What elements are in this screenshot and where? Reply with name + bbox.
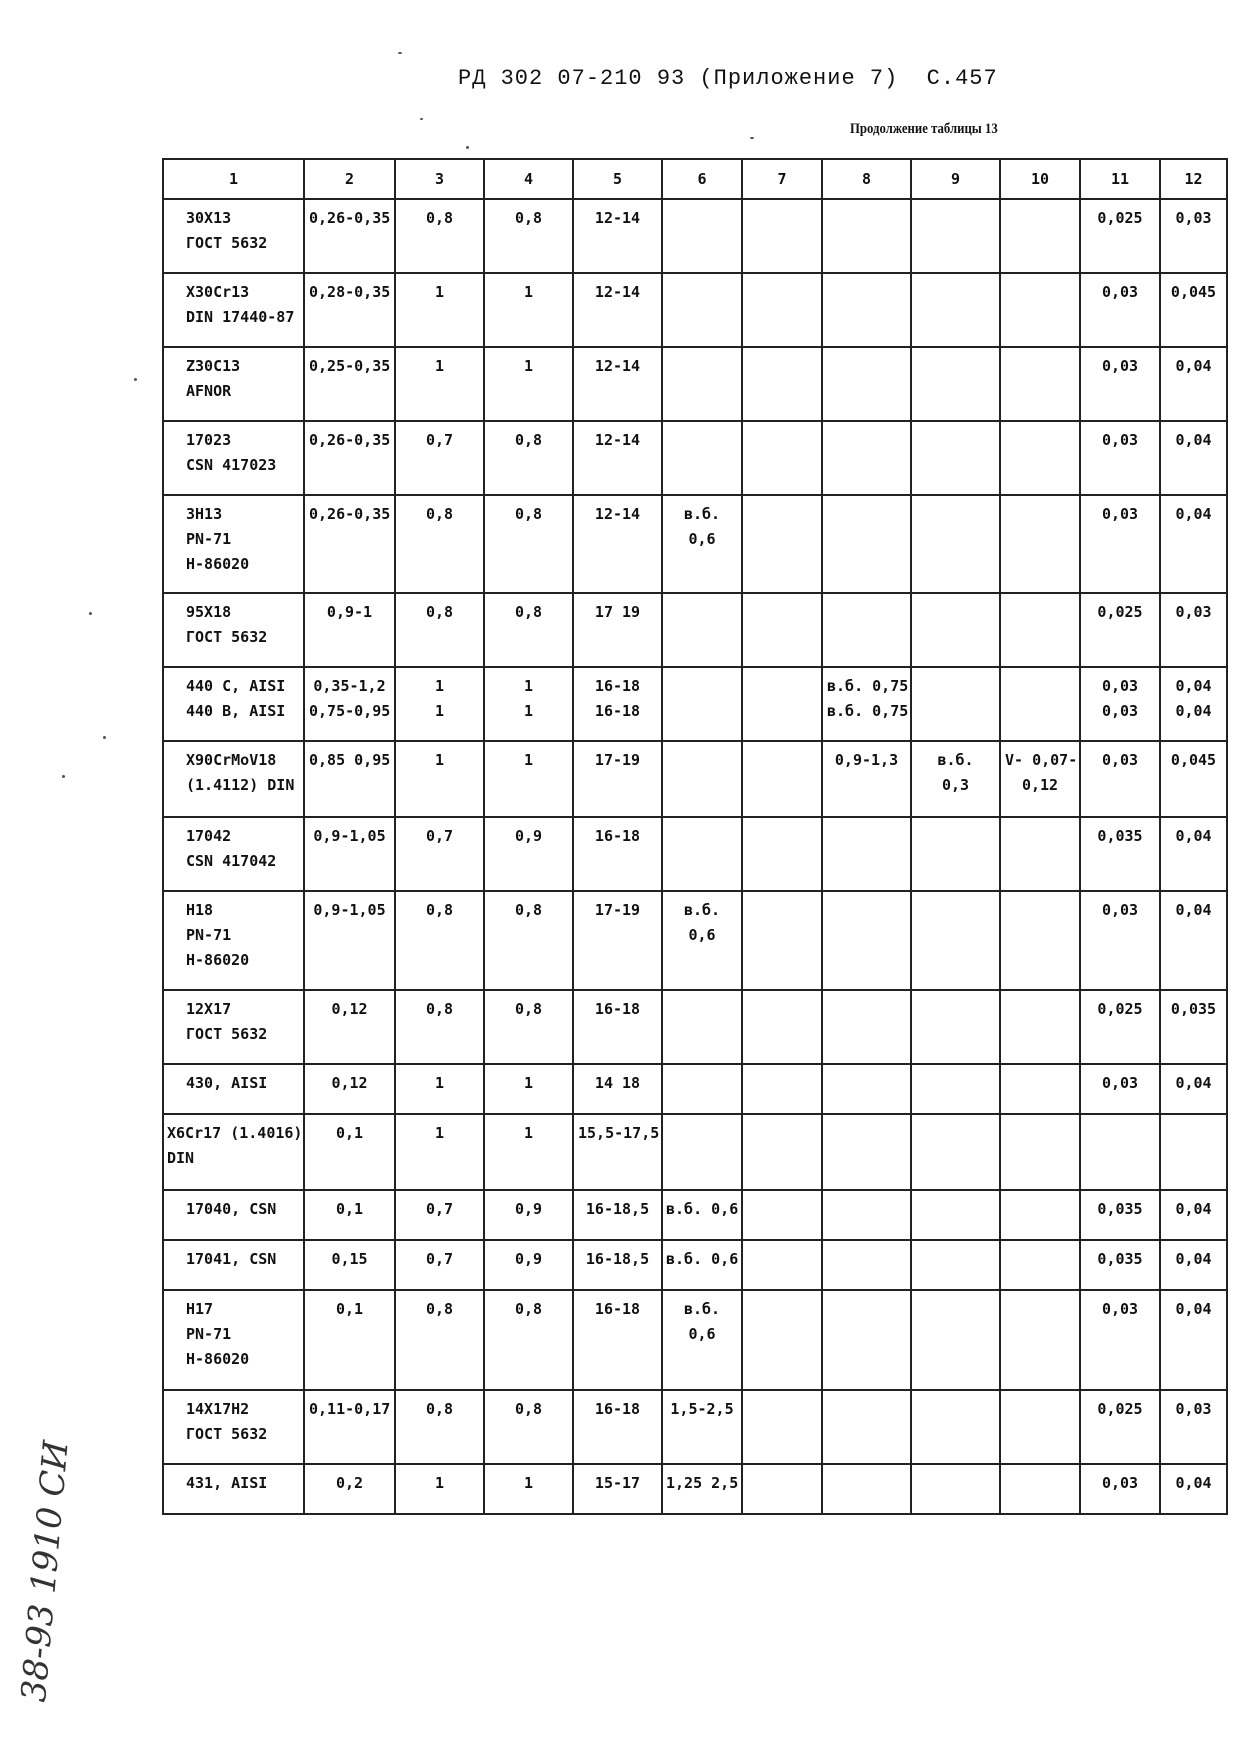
steel-grade-cell: H18 PN-71 H-86020	[163, 891, 304, 990]
table-cell: 16-18	[573, 817, 662, 891]
table-header-row	[163, 159, 1227, 199]
table-row	[163, 990, 1227, 1064]
table-cell: 1 1	[395, 667, 484, 741]
table-cell	[662, 347, 742, 421]
table-row	[163, 347, 1227, 421]
table-cell	[742, 495, 822, 593]
column-header: 6	[662, 159, 742, 199]
table-cell: 0,03	[1160, 593, 1227, 667]
table-cell: 1	[395, 347, 484, 421]
table-cell	[1000, 347, 1080, 421]
table-cell: 1	[484, 1064, 573, 1114]
table-cell: 0,03	[1080, 1290, 1160, 1390]
table-row	[163, 1390, 1227, 1464]
table-cell: 0,7	[395, 421, 484, 495]
table-cell: 0,04	[1160, 347, 1227, 421]
table-cell: 0,8	[395, 990, 484, 1064]
table-cell	[742, 667, 822, 741]
table-cell: 0,04	[1160, 891, 1227, 990]
table-cell	[822, 1190, 911, 1240]
table-cell: 0,12	[304, 990, 395, 1064]
table-cell	[911, 1064, 1000, 1114]
table-cell: 0,26-0,35	[304, 199, 395, 273]
steel-grade-cell: 17041, CSN	[163, 1240, 304, 1290]
table-cell	[742, 1064, 822, 1114]
table-cell	[1000, 199, 1080, 273]
table-cell: 0,04 0,04	[1160, 667, 1227, 741]
table-cell: 0,7	[395, 1240, 484, 1290]
table-cell	[822, 817, 911, 891]
table-cell	[911, 495, 1000, 593]
table-cell: 1	[395, 1464, 484, 1514]
table-cell	[911, 1240, 1000, 1290]
table-row	[163, 1064, 1227, 1114]
steel-grade-cell: X6Cr17 (1.4016) DIN	[163, 1114, 304, 1190]
table-cell	[1000, 1464, 1080, 1514]
table-cell: 0,8	[484, 421, 573, 495]
steel-grade-cell: 431, AISI	[163, 1464, 304, 1514]
table-cell: 0,045	[1160, 273, 1227, 347]
table-cell: 17-19	[573, 891, 662, 990]
table-row	[163, 1190, 1227, 1240]
table-cell: в.б. 0,75 в.б. 0,75	[822, 667, 911, 741]
table-cell: 1,25 2,5	[662, 1464, 742, 1514]
table-cell	[822, 199, 911, 273]
table-cell: 1	[395, 273, 484, 347]
table-cell	[911, 273, 1000, 347]
table-cell: 0,035	[1160, 990, 1227, 1064]
table-cell: 15,5-17,5	[573, 1114, 662, 1190]
table-cell: 0,35-1,2 0,75-0,95	[304, 667, 395, 741]
table-cell: 0,8	[484, 495, 573, 593]
table-cell: 0,1	[304, 1190, 395, 1240]
table-cell: 0,025	[1080, 199, 1160, 273]
table-continuation-label: Продолжение таблицы 13	[850, 121, 998, 137]
column-header: 9	[911, 159, 1000, 199]
table-cell	[662, 421, 742, 495]
table-cell: 17-19	[573, 741, 662, 817]
table-row	[163, 817, 1227, 891]
table-cell: 12-14	[573, 199, 662, 273]
table-cell: 12-14	[573, 273, 662, 347]
table-cell	[662, 741, 742, 817]
table-cell	[742, 1290, 822, 1390]
table-cell	[1000, 1064, 1080, 1114]
table-cell: 12-14	[573, 347, 662, 421]
table-cell	[911, 1390, 1000, 1464]
table-cell	[822, 1390, 911, 1464]
table-cell	[662, 199, 742, 273]
table-cell	[822, 421, 911, 495]
table-cell: 0,045	[1160, 741, 1227, 817]
table-cell: 0,04	[1160, 1064, 1227, 1114]
table-cell	[911, 891, 1000, 990]
table-cell	[822, 593, 911, 667]
table-cell: 0,26-0,35	[304, 421, 395, 495]
table-cell	[742, 1240, 822, 1290]
table-cell	[1000, 273, 1080, 347]
table-cell: 1	[395, 1064, 484, 1114]
column-header: 1	[163, 159, 304, 199]
steel-grade-cell: H17 PN-71 H-86020	[163, 1290, 304, 1390]
table-cell: 0,8	[395, 199, 484, 273]
table-cell	[822, 1240, 911, 1290]
table-cell: 0,2	[304, 1464, 395, 1514]
column-header: 3	[395, 159, 484, 199]
table-cell: 0,8	[484, 1290, 573, 1390]
table-cell: 14 18	[573, 1064, 662, 1114]
table-cell	[662, 990, 742, 1064]
page-header: РД 302 07-210 93 (Приложение 7) С.457	[458, 66, 998, 91]
table-cell: 0,9-1,05	[304, 817, 395, 891]
table-cell: 0,11-0,17	[304, 1390, 395, 1464]
handwritten-margin-note: 38-93 1910 СИ	[14, 1439, 77, 1704]
steel-grade-cell: Z30C13 AFNOR	[163, 347, 304, 421]
table-cell: 1	[395, 741, 484, 817]
steel-grade-cell: 440 C, AISI 440 B, AISI	[163, 667, 304, 741]
table-cell	[911, 667, 1000, 741]
table-cell: 0,26-0,35	[304, 495, 395, 593]
table-cell: 0,025	[1080, 593, 1160, 667]
table-cell: 0,8	[395, 891, 484, 990]
table-cell	[1000, 1240, 1080, 1290]
column-header: 5	[573, 159, 662, 199]
table-cell	[911, 1464, 1000, 1514]
table-cell: 1,5-2,5	[662, 1390, 742, 1464]
table-cell: 0,25-0,35	[304, 347, 395, 421]
scan-speck	[466, 146, 469, 149]
table-cell: 1	[484, 347, 573, 421]
table-row	[163, 1464, 1227, 1514]
table-cell: 0,04	[1160, 1464, 1227, 1514]
table-row	[163, 1290, 1227, 1390]
table-cell	[1000, 593, 1080, 667]
table-body	[163, 199, 1227, 1514]
table-cell: 0,8	[395, 1290, 484, 1390]
steel-grade-cell: X90CrMoV18 (1.4112) DIN	[163, 741, 304, 817]
column-header: 4	[484, 159, 573, 199]
table-row	[163, 741, 1227, 817]
scan-speck	[750, 137, 754, 139]
table-cell	[1000, 990, 1080, 1064]
table-cell	[822, 1114, 911, 1190]
table-cell: 1	[395, 1114, 484, 1190]
steel-grade-cell: 30Х13 ГОСТ 5632	[163, 199, 304, 273]
table-cell: 0,7	[395, 817, 484, 891]
table-cell: 0,04	[1160, 495, 1227, 593]
table-cell: 0,04	[1160, 1240, 1227, 1290]
table-cell	[1000, 495, 1080, 593]
table-cell	[742, 817, 822, 891]
table-row	[163, 421, 1227, 495]
table-cell	[742, 421, 822, 495]
table-cell: 0,8	[484, 199, 573, 273]
table-cell: 0,12	[304, 1064, 395, 1114]
table-cell	[1000, 1390, 1080, 1464]
table-cell: 0,03	[1080, 1464, 1160, 1514]
table-cell: в.б. 0,6	[662, 1290, 742, 1390]
column-header: 7	[742, 159, 822, 199]
table-cell: 0,9	[484, 1240, 573, 1290]
table-cell	[1080, 1114, 1160, 1190]
column-header: 12	[1160, 159, 1227, 199]
table-cell	[1000, 817, 1080, 891]
table-cell	[822, 347, 911, 421]
steel-grade-cell: 95Х18 ГОСТ 5632	[163, 593, 304, 667]
table-cell: 0,03	[1160, 1390, 1227, 1464]
table-cell: 1	[484, 1114, 573, 1190]
table-cell: 0,1	[304, 1114, 395, 1190]
table-cell: 16-18,5	[573, 1240, 662, 1290]
table-cell: 0,9	[484, 1190, 573, 1240]
table-cell	[662, 1064, 742, 1114]
table-cell: 16-18	[573, 1290, 662, 1390]
table-row	[163, 891, 1227, 990]
table-cell	[911, 199, 1000, 273]
table-cell: 0,04	[1160, 1290, 1227, 1390]
table-cell	[911, 421, 1000, 495]
table-row	[163, 273, 1227, 347]
table-cell	[911, 990, 1000, 1064]
table-cell: 0,03 0,03	[1080, 667, 1160, 741]
table-cell	[742, 1190, 822, 1240]
table-cell	[822, 1464, 911, 1514]
table-cell: 0,03	[1080, 347, 1160, 421]
table-cell: 0,15	[304, 1240, 395, 1290]
table-cell	[742, 1390, 822, 1464]
scan-speck	[420, 118, 423, 120]
steel-grade-cell: 17042 CSN 417042	[163, 817, 304, 891]
table-cell	[822, 891, 911, 990]
column-header: 2	[304, 159, 395, 199]
table-cell	[662, 1114, 742, 1190]
table-cell	[822, 273, 911, 347]
table-cell	[662, 817, 742, 891]
column-header: 11	[1080, 159, 1160, 199]
table-cell: 0,28-0,35	[304, 273, 395, 347]
table-cell: 1	[484, 741, 573, 817]
table-cell: 0,9	[484, 817, 573, 891]
steel-grade-cell: X30Cr13 DIN 17440-87	[163, 273, 304, 347]
table-cell	[662, 593, 742, 667]
table-cell: 0,03	[1080, 1064, 1160, 1114]
table-cell: 1 1	[484, 667, 573, 741]
table-cell: 0,85 0,95	[304, 741, 395, 817]
table-cell: 0,9-1	[304, 593, 395, 667]
table-row	[163, 1114, 1227, 1190]
steel-grade-cell: 17023 CSN 417023	[163, 421, 304, 495]
table-cell: в.б. 0,6	[662, 1190, 742, 1240]
scan-speck	[103, 736, 106, 739]
table-cell: 0,8	[484, 891, 573, 990]
table-cell: 0,035	[1080, 817, 1160, 891]
table-cell: 0,8	[484, 1390, 573, 1464]
table-cell: 0,04	[1160, 817, 1227, 891]
table-cell: V- 0,07- 0,12	[1000, 741, 1080, 817]
table-cell: в.б. 0,3	[911, 741, 1000, 817]
table-cell: в.б. 0,6	[662, 891, 742, 990]
table-cell	[1000, 421, 1080, 495]
table-cell	[822, 1064, 911, 1114]
table-cell	[742, 273, 822, 347]
table-row	[163, 199, 1227, 273]
table-cell	[1000, 667, 1080, 741]
table-cell	[742, 741, 822, 817]
table-cell: 0,8	[484, 593, 573, 667]
table-cell: 0,04	[1160, 421, 1227, 495]
table-cell: 0,025	[1080, 990, 1160, 1064]
table-cell	[742, 593, 822, 667]
table-cell: 12-14	[573, 421, 662, 495]
table-row	[163, 667, 1227, 741]
scan-speck	[134, 378, 137, 381]
table-cell: 0,9-1,05	[304, 891, 395, 990]
table-cell	[822, 990, 911, 1064]
steel-grade-cell: 17040, CSN	[163, 1190, 304, 1240]
table-cell	[1000, 1290, 1080, 1390]
table-cell: 0,9-1,3	[822, 741, 911, 817]
table-cell: 16-18 16-18	[573, 667, 662, 741]
scan-speck	[398, 52, 402, 54]
table-cell: 0,03	[1080, 891, 1160, 990]
table-cell: 0,035	[1080, 1240, 1160, 1290]
table-cell: 0,8	[395, 1390, 484, 1464]
table-cell: 0,025	[1080, 1390, 1160, 1464]
table-cell	[662, 273, 742, 347]
steel-grade-cell: 3H13 PN-71 H-86020	[163, 495, 304, 593]
table-cell	[1000, 891, 1080, 990]
table-cell: 0,8	[395, 593, 484, 667]
column-header: 10	[1000, 159, 1080, 199]
table-cell: 0,8	[484, 990, 573, 1064]
table-cell: 0,03	[1080, 495, 1160, 593]
table-cell: 15-17	[573, 1464, 662, 1514]
table-row	[163, 593, 1227, 667]
table-cell	[911, 1190, 1000, 1240]
table-cell: 0,03	[1080, 421, 1160, 495]
table-cell: 16-18	[573, 990, 662, 1064]
table-cell: 1	[484, 1464, 573, 1514]
table-cell	[742, 199, 822, 273]
table-cell: 0,03	[1080, 273, 1160, 347]
table-cell	[742, 1114, 822, 1190]
table-row	[163, 1240, 1227, 1290]
table-cell: в.б. 0,6	[662, 1240, 742, 1290]
table-cell: 0,1	[304, 1290, 395, 1390]
table-row	[163, 495, 1227, 593]
table-cell	[662, 667, 742, 741]
table-cell	[742, 1464, 822, 1514]
steel-grade-cell: 14Х17Н2 ГОСТ 5632	[163, 1390, 304, 1464]
table-cell: 0,035	[1080, 1190, 1160, 1240]
table-cell	[1000, 1114, 1080, 1190]
table-cell: 0,7	[395, 1190, 484, 1240]
table-cell	[1160, 1114, 1227, 1190]
table-cell: 17 19	[573, 593, 662, 667]
steel-composition-table	[162, 158, 1228, 1515]
table-cell: 0,04	[1160, 1190, 1227, 1240]
table-cell	[742, 347, 822, 421]
table-cell	[822, 1290, 911, 1390]
steel-grade-cell: 430, AISI	[163, 1064, 304, 1114]
table-cell	[742, 891, 822, 990]
table-cell	[822, 495, 911, 593]
table-cell	[1000, 1190, 1080, 1240]
scan-speck	[62, 775, 65, 778]
table-cell	[742, 990, 822, 1064]
table-cell	[911, 1290, 1000, 1390]
table-cell	[911, 593, 1000, 667]
table-cell: 12-14	[573, 495, 662, 593]
table-cell	[911, 817, 1000, 891]
steel-grade-cell: 12Х17 ГОСТ 5632	[163, 990, 304, 1064]
table-cell: 1	[484, 273, 573, 347]
table-cell: в.б. 0,6	[662, 495, 742, 593]
table-cell: 0,03	[1080, 741, 1160, 817]
table-cell: 16-18,5	[573, 1190, 662, 1240]
table-cell: 16-18	[573, 1390, 662, 1464]
column-header: 8	[822, 159, 911, 199]
table-cell: 0,8	[395, 495, 484, 593]
table-cell: 0,03	[1160, 199, 1227, 273]
table-cell	[911, 347, 1000, 421]
table-cell	[911, 1114, 1000, 1190]
scan-speck	[89, 612, 92, 615]
